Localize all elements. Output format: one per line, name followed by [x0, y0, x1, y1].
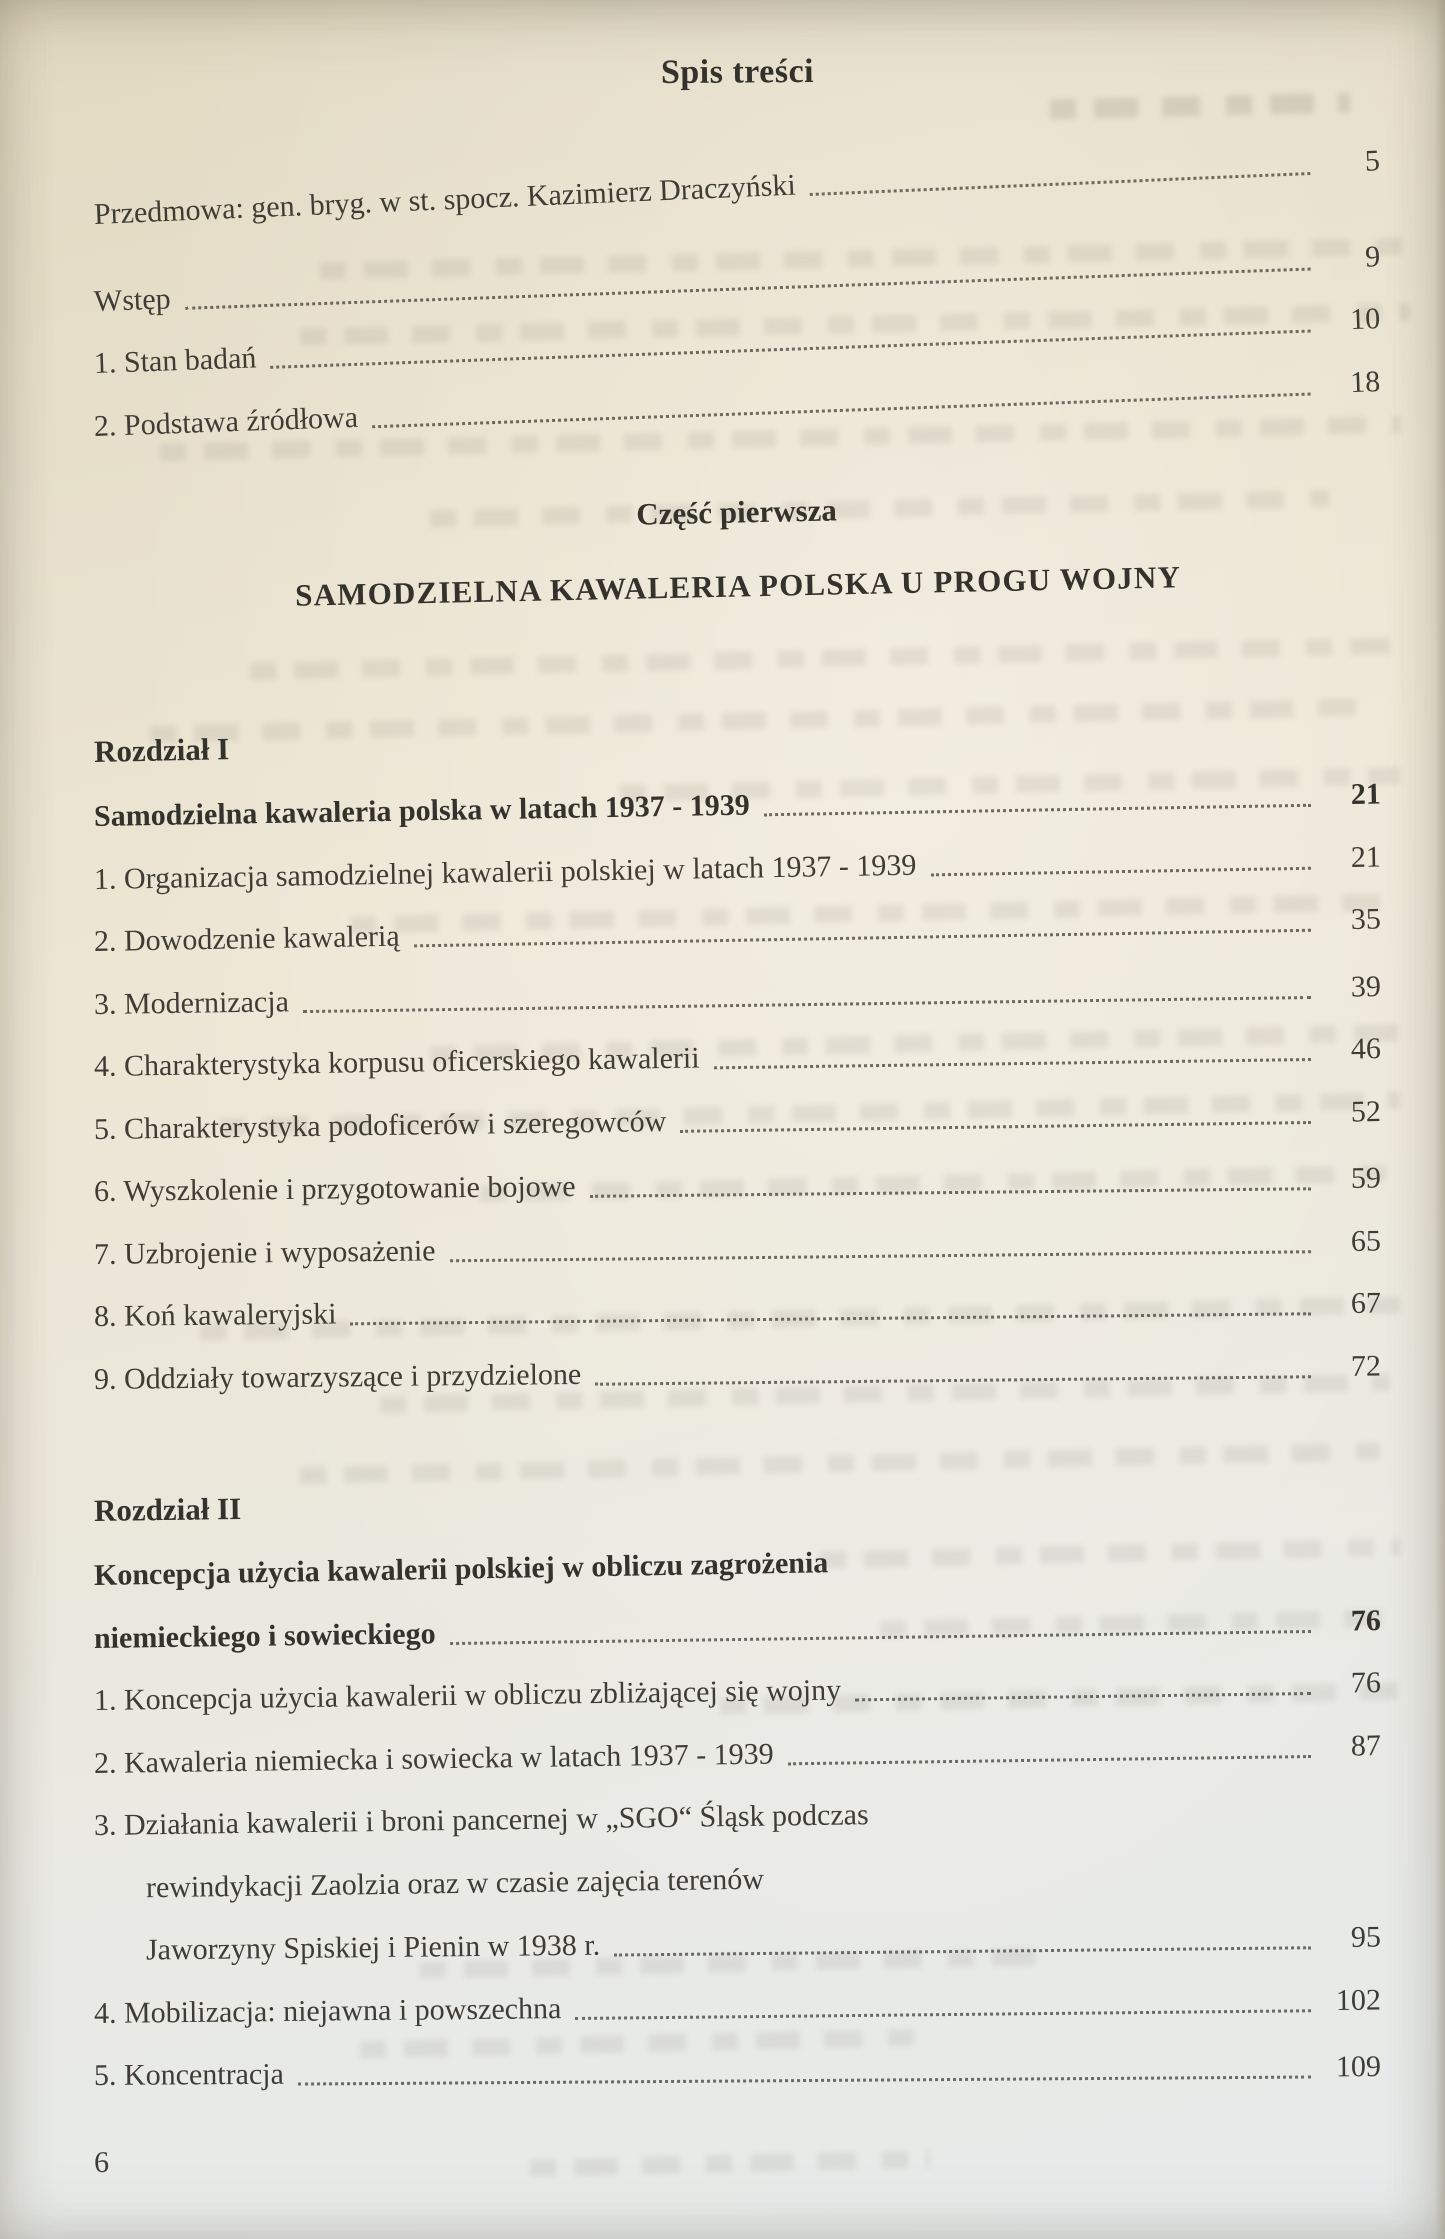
- dot-leader: [810, 172, 1310, 196]
- dot-leader: [303, 995, 1311, 1012]
- toc-entry: [93, 365, 1380, 444]
- toc-entry: [94, 2050, 1381, 2093]
- page-number: 65: [1350, 1224, 1382, 1258]
- dot-leader: [614, 1946, 1311, 1956]
- page-number: 5: [1364, 144, 1381, 178]
- toc-entry: [94, 1729, 1381, 1781]
- page-title: Spis treści: [660, 52, 815, 92]
- entry-label: 5. Charakterystyka podoficerów i szeregowców: [93, 1104, 667, 1146]
- dot-leader: [450, 1249, 1311, 1261]
- paper-edge: [1435, 0, 1445, 2239]
- page-number: 59: [1350, 1161, 1382, 1195]
- toc-entry: [94, 1983, 1381, 2031]
- entry-label: Wstęp: [93, 281, 172, 318]
- toc-entry: [94, 970, 1381, 1022]
- dot-leader: [931, 866, 1311, 876]
- entry-label: niemieckiego i sowieckiego: [93, 1616, 436, 1655]
- entry-label: 5. Koncentracja: [93, 2057, 285, 2092]
- dot-leader: [185, 267, 1311, 309]
- entry-label: 1. Stan badań: [93, 341, 257, 380]
- dot-leader: [595, 1374, 1311, 1384]
- chapter-2-section: [93, 1490, 1382, 2094]
- chapter-heading: Rozdział II: [93, 1490, 242, 1528]
- toc-entry: [94, 1224, 1381, 1272]
- entry-label: Przedmowa: gen. bryg. w st. spocz. Kazimierz Draczyński: [93, 168, 797, 231]
- toc-entry: [93, 144, 1380, 232]
- entry-label: rewindykacji Zaolzia oraz w czasie zajęcia terenów: [145, 1862, 765, 1904]
- chapter-heading: Rozdział I: [93, 731, 230, 769]
- toc-entry: [94, 1162, 1381, 1210]
- toc-entry-chapter-title-line1: [94, 1537, 1381, 1594]
- entry-label: 4. Mobilizacja: niejawna i powszechna: [93, 1991, 562, 2030]
- dot-leader: [414, 928, 1311, 947]
- part-title: SAMODZIELNA KAWALERIA POLSKA U PROGU WOJNY: [294, 559, 1182, 613]
- entry-label: 8. Koń kawaleryjski: [93, 1297, 337, 1333]
- toc-entry-chapter-title: [94, 778, 1381, 835]
- toc-entry: [94, 1287, 1381, 1335]
- entry-label: 1. Koncepcja użycia kawalerii w obliczu zbliżającej się wojny: [93, 1673, 842, 1717]
- dot-leader: [714, 1058, 1311, 1069]
- entry-label: 2. Dowodzenie kawalerią: [93, 919, 400, 958]
- toc-entry: [94, 1095, 1381, 1147]
- page-number: 52: [1350, 1094, 1382, 1128]
- toc-entry: [94, 840, 1381, 897]
- toc-entry-line1: [94, 1791, 1381, 1843]
- page-number: 76: [1350, 1603, 1382, 1637]
- page-number: 102: [1335, 1983, 1382, 2017]
- page-number: 10: [1349, 302, 1381, 337]
- dot-leader: [450, 1629, 1311, 1644]
- dot-leader: [575, 2008, 1311, 2019]
- toc-entry-line2: [94, 1854, 1381, 1906]
- entry-label: 6. Wyszkolenie i przygotowanie bojowe: [93, 1169, 576, 1208]
- part-heading: Część pierwsza: [635, 492, 838, 532]
- toc-entry: [93, 240, 1380, 319]
- dot-leader: [788, 1754, 1311, 1764]
- front-matter-section: [93, 144, 1381, 444]
- toc-entry: [94, 1349, 1381, 1397]
- dot-leader: [271, 329, 1311, 368]
- page-number: 109: [1335, 2050, 1382, 2084]
- dot-leader: [298, 2075, 1311, 2085]
- dot-leader: [855, 1692, 1311, 1701]
- entry-label: 1. Organizacja samodzielnej kawalerii polskiej w latach 1937 - 1939: [93, 848, 917, 896]
- dot-leader: [590, 1187, 1311, 1198]
- toc-entry-chapter-title-line2: [94, 1604, 1381, 1656]
- toc-entry: [94, 903, 1381, 960]
- entry-label: Koncepcja użycia kawalerii polskiej w obliczu zagrożenia: [93, 1546, 829, 1592]
- entry-label: 3. Działania kawalerii i broni pancernej w „SGO“ Śląsk podczas: [93, 1798, 869, 1842]
- page-number: 87: [1350, 1728, 1382, 1762]
- page-number: 76: [1350, 1666, 1382, 1700]
- page-number: 35: [1350, 902, 1382, 937]
- toc-entry-line3: [94, 1921, 1381, 1969]
- entry-label: 2. Kawaleria niemiecka i sowiecka w latach 1937 - 1939: [93, 1737, 774, 1780]
- entry-label: 9. Oddziały towarzyszące i przydzielone: [93, 1357, 582, 1396]
- entry-label: 3. Modernizacja: [93, 984, 290, 1021]
- entry-label: 7. Uzbrojenie i wyposażenie: [93, 1233, 436, 1271]
- dot-leader: [764, 803, 1311, 816]
- entry-label: 2. Podstawa źródłowa: [93, 400, 359, 443]
- page-number: 67: [1350, 1286, 1382, 1320]
- toc-entry: [93, 302, 1380, 381]
- entry-label: Samodzielna kawaleria polska w latach 1937 - 1939: [93, 788, 751, 833]
- page-number: 72: [1350, 1349, 1382, 1383]
- dot-leader: [351, 1312, 1312, 1325]
- dot-leader: [680, 1120, 1311, 1132]
- page-number: 21: [1350, 840, 1382, 874]
- folio-page-number: 6: [93, 2145, 110, 2179]
- part-section: [93, 481, 1382, 618]
- entry-label: Jaworzyny Spiskiej i Pienin w 1938 r.: [145, 1928, 601, 1967]
- page-number: 21: [1350, 777, 1382, 812]
- toc-entry: [94, 1032, 1381, 1084]
- entry-label: 4. Charakterystyka korpusu oficerskiego kawalerii: [93, 1041, 700, 1083]
- page-number: 39: [1350, 969, 1382, 1003]
- dot-leader: [372, 392, 1310, 428]
- page-number: 18: [1349, 364, 1381, 399]
- toc-entry: [94, 1666, 1381, 1718]
- page-number: 46: [1350, 1032, 1382, 1066]
- page-number: 95: [1350, 1920, 1382, 1954]
- page-number: 9: [1364, 239, 1381, 274]
- chapter-1-section: [93, 731, 1382, 1397]
